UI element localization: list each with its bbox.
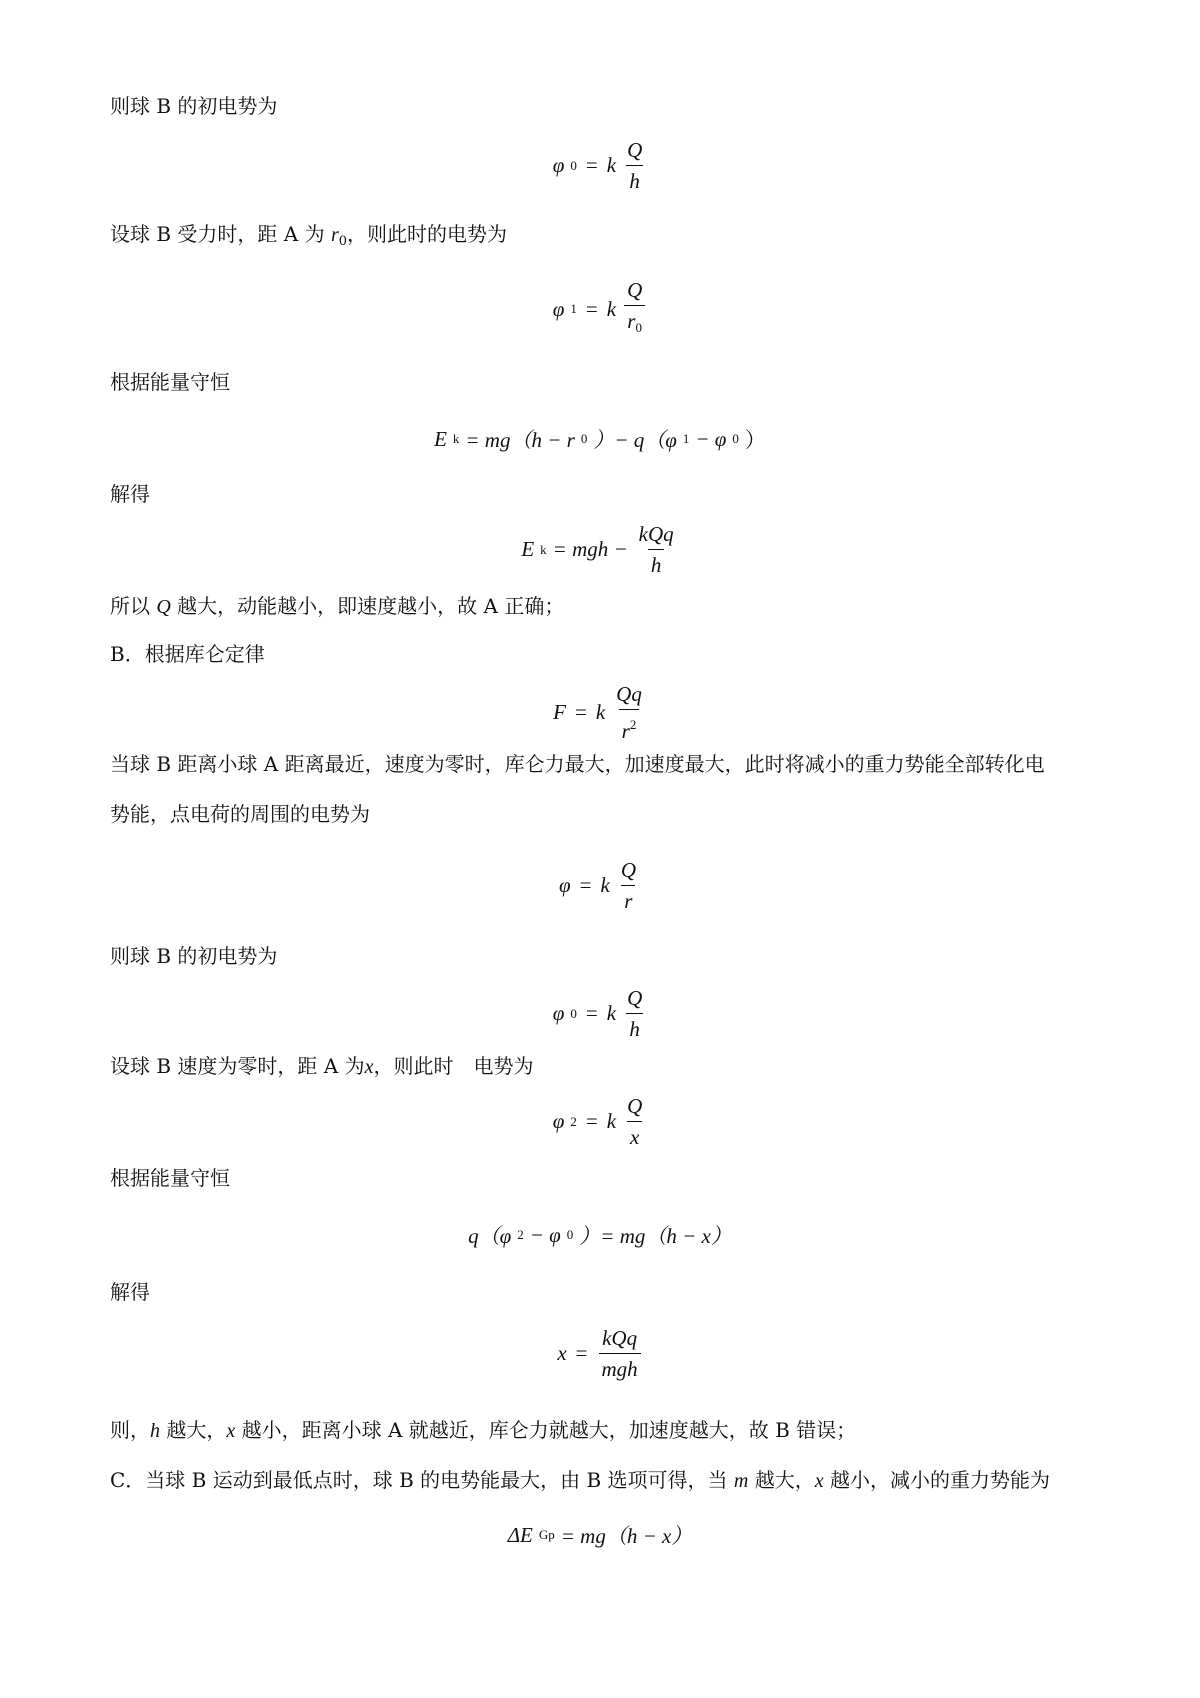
text-line: 当球 B 距离小球 A 距离最近，速度为零时，库仑力最大，加速度最大，此时将减小的重力势能全部转化电 <box>110 752 1045 776</box>
text-line: 所以 Q 越大，动能越小，即速度越小，故 A 正确； <box>110 594 565 618</box>
equation-phi: φ = k $\frac{Q}{r}$ <box>559 858 636 913</box>
text-line: 则，h 越大，x 越小，距离小球 A 就越近，库仑力就越大，加速度越大，故 B 错误； <box>110 1418 857 1442</box>
equation-ek: E k = mgh − $\frac{\text{kQq}}{h}$ <box>521 522 674 577</box>
text-line: 根据能量守恒 <box>110 1166 230 1190</box>
text-line: 解得 <box>110 1280 150 1304</box>
text-line: 则球 B 的初电势为 <box>110 944 278 968</box>
text-line: 则球 B 的初电势为 <box>110 94 278 118</box>
equation-phi1: φ 1 = k $\frac{Q}{r_0}$ <box>0 278 1200 340</box>
equation-delta-egp: ΔE Gp = mg（h − x） <box>507 1522 693 1548</box>
equation-coulomb: F = k $\frac{Qq}{r^2}$ <box>553 682 642 743</box>
text-line: 势能，点电荷的周围的电势为 <box>110 802 370 826</box>
equation-energy: E k = mg（h − r 0 ）− q（φ 1 − φ 0 ） <box>434 426 766 452</box>
equation-phi0: φ 0 = k $\frac{Q}{h}$ <box>552 138 643 193</box>
text-line: B．根据库仑定律 <box>110 642 265 666</box>
text-line: 设球 B 受力时，距 A 为 $r_0$，则此时的电势为 <box>110 222 508 249</box>
equation-x: x = $\frac{\text{kQq}}{\text{mgh}}$ <box>0 1326 1200 1381</box>
equation-phi2: φ 2 = k $\frac{Q}{x}$ <box>552 1094 643 1149</box>
equation-energy-2: q（φ 2 − φ 0 ）= mg（h − x） <box>468 1222 732 1248</box>
equation-phi0-2: φ 0 = k $\frac{Q}{h}$ <box>552 986 643 1041</box>
text-line: 解得 <box>110 482 150 506</box>
text-line: C．当球 B 运动到最低点时，球 B 的电势能最大，由 B 选项可得，当 m 越大，x 越小，减小的重力势能为 <box>110 1468 1050 1492</box>
text-line: 设球 B 速度为零时，距 A 为x，则此时 电势为 <box>110 1054 534 1078</box>
text-line: 根据能量守恒 <box>110 370 230 394</box>
